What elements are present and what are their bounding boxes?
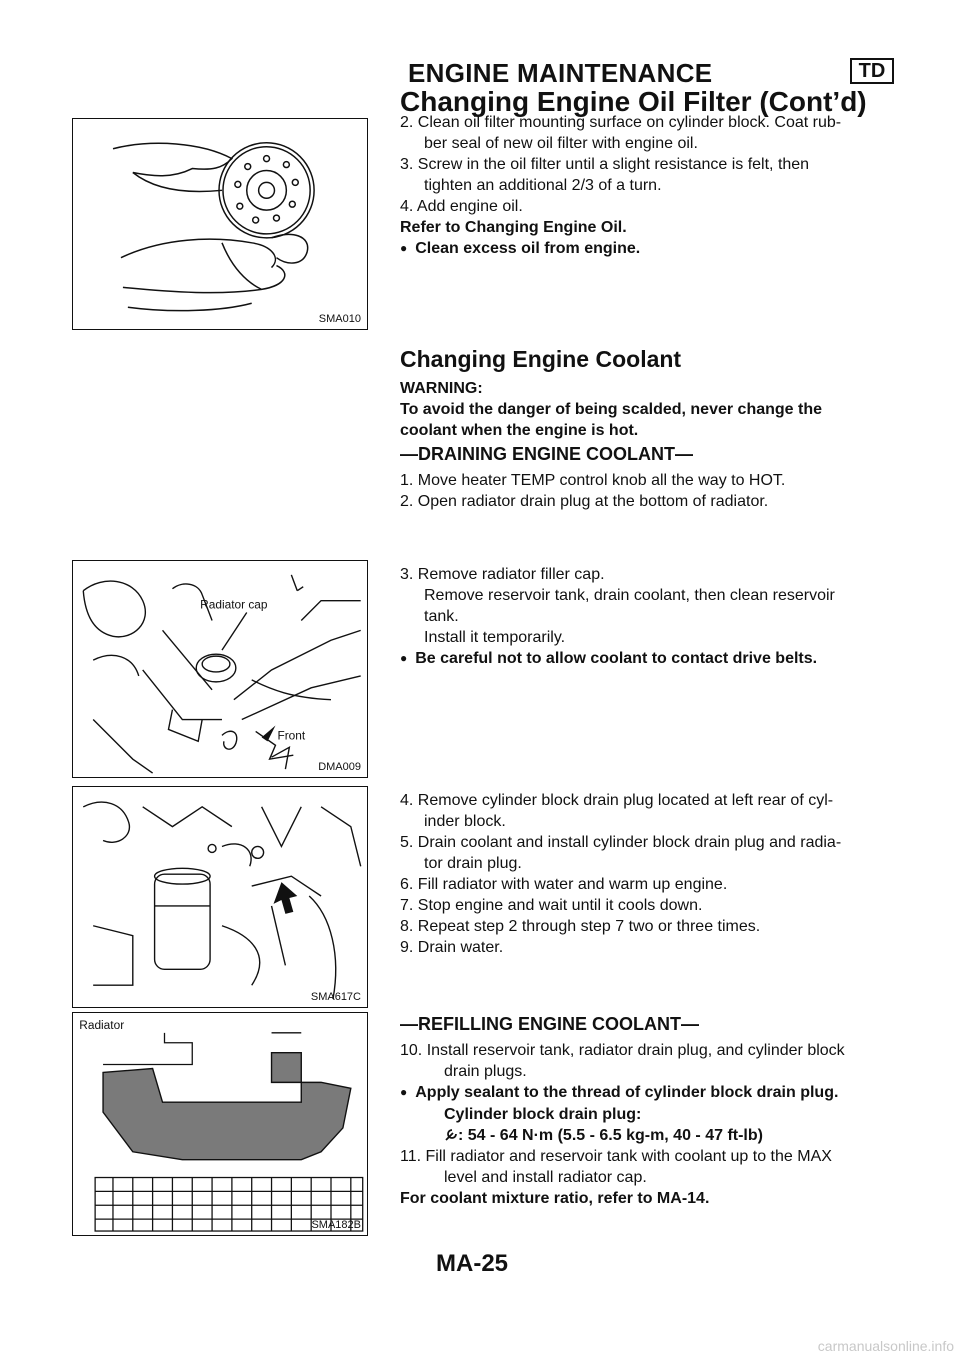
bullet-sealant [400,1082,890,1104]
warning-text-2: coolant when the engine is hot. [400,422,639,439]
mixture-ref: For coolant mixture ratio, refer to MA-14. [400,1190,710,1207]
front-arrow-icon [262,725,276,741]
figure-cylinder-block [72,786,368,1008]
step-1: 1. Move heater TEMP control knob all the way to HOT. [400,472,786,489]
bullet-drive-belts [400,648,890,670]
watermark: carmanualsonline.info [817,1338,954,1354]
step-3-block [400,564,890,670]
refilling-heading: —REFILLING ENGINE COOLANT— [400,1014,699,1034]
step-4-remove-plug: 4. Remove cylinder block drain plug located at left rear of cyl- [400,792,834,809]
section-title: ENGINE MAINTENANCE [408,58,713,88]
step-5-cont: tor drain plug. [424,855,522,872]
step-5: 5. Drain coolant and install cylinder block drain plug and radia- [400,834,842,851]
warning-text-1: To avoid the danger of being scalded, never change the [400,401,823,418]
oil-filter-steps [400,112,890,260]
step-9: 9. Drain water. [400,939,504,956]
oil-filter-illustration [73,119,367,329]
step-11: 11. Fill radiator and reservoir tank with coolant up to the MAX [400,1148,832,1165]
step-2-drain: 2. Open radiator drain plug at the bottom of radiator. [400,493,769,510]
bullet-clean [400,238,890,260]
step-4: 4. Add engine oil. [400,198,523,215]
figure-code: SMA617C [310,991,361,1003]
coolant-heading: Changing Engine Coolant [400,346,682,372]
step-11-cont: level and install radiator cap. [444,1169,647,1186]
front-label: Front [277,728,306,743]
figure-code: SMA182B [311,1219,361,1231]
step-2: 2. Clean oil filter mounting surface on cylinder block. Coat rub- [400,114,842,131]
step-10-cont: drain plugs. [444,1063,527,1080]
step-3-line-2: Remove reservoir tank, drain coolant, then clean reservoir [424,587,835,604]
step-4-cont: inder block. [424,813,506,830]
torque-value: : 54 - 64 N·m (5.5 - 6.5 kg-m, 40 - 47 ft-lb) [458,1127,763,1144]
draining-steps-1-2 [400,470,890,512]
refilling-steps [400,1040,890,1209]
bullet-drive-belts-text: Be careful not to allow coolant to contact drive belts. [415,650,818,667]
step-3-remove-cap: 3. Remove radiator filler cap. [400,566,605,583]
bullet-sealant-text: Apply sealant to the thread of cylinder block drain plug. [415,1084,839,1101]
step-10: 10. Install reservoir tank, radiator drain plug, and cylinder block [400,1042,845,1059]
torque-spec [400,1125,890,1146]
drain-plug-label: Cylinder block drain plug: [444,1106,642,1123]
draining-heading: —DRAINING ENGINE COOLANT— [400,444,694,464]
warning-block [400,378,890,441]
figure-radiator [72,1012,368,1236]
page-subtitle: Changing Engine Oil Filter (Cont’d) [400,86,867,117]
refer-note: Refer to Changing Engine Oil. [400,219,627,236]
page-number: MA-25 [436,1250,509,1277]
step-2-cont: ber seal of new oil filter with engine oil. [424,135,698,152]
step-3: 3. Screw in the oil filter until a slight resistance is felt, then [400,156,810,173]
steps-4-9 [400,790,890,958]
step-8: 8. Repeat step 2 through step 7 two or three times. [400,918,761,935]
step-3-line-3: tank. [424,608,459,625]
figure-code: SMA010 [318,313,361,325]
radiator-label: Radiator [79,1017,125,1032]
bullet-clean-text: Clean excess oil from engine. [415,240,641,257]
cylinder-block-illustration [73,787,367,1007]
figure-oil-filter [72,118,368,330]
engine-badge: TD [850,58,894,84]
step-6: 6. Fill radiator with water and warm up engine. [400,876,728,893]
step-3-line-4: Install it temporarily. [424,629,566,646]
warning-label: WARNING: [400,380,483,397]
radiator-cap-illustration [73,561,367,777]
figure-code: DMA009 [318,761,361,773]
drain-plug-arrow-icon [274,882,298,914]
step-7: 7. Stop engine and wait until it cools down. [400,897,703,914]
figure-radiator-cap [72,560,368,778]
step-3-cont: tighten an additional 2/3 of a turn. [424,177,662,194]
radiator-illustration [73,1013,367,1235]
radiator-cap-label: Radiator cap [200,597,268,612]
torque-wrench-icon [444,1128,458,1142]
